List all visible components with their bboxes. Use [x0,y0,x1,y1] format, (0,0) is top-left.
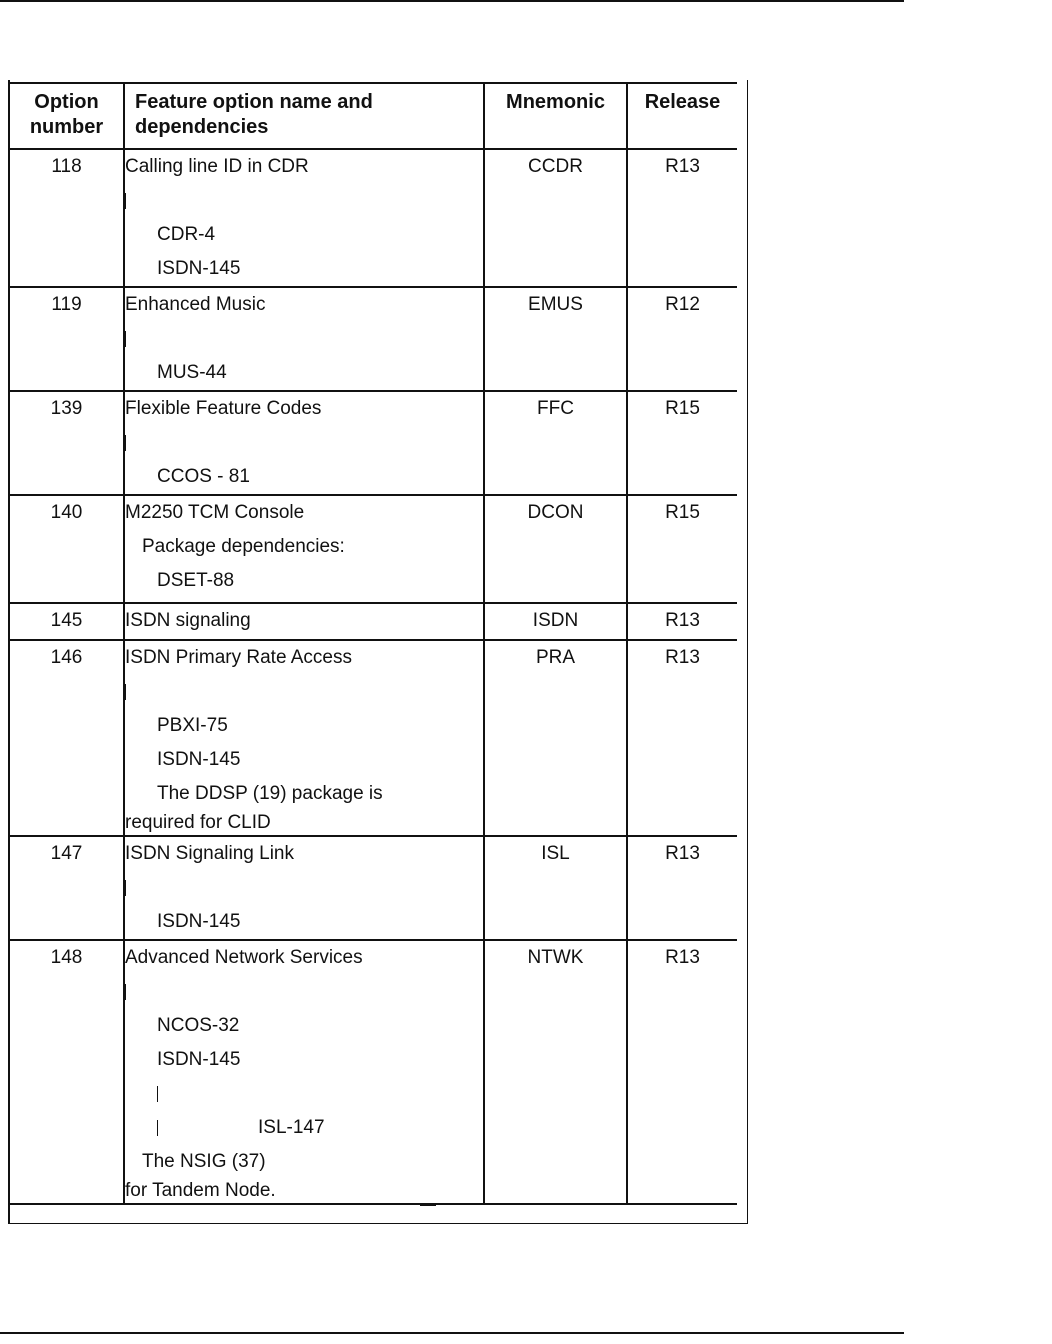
top-rule [0,0,904,2]
mnemonic: ISL [484,836,627,940]
dependency: ISDN-145 [157,258,241,279]
feature-name: Flexible Feature Codes [125,398,322,419]
dependency-label: Package dependencies: [142,536,345,557]
dependency: PBXI-75 [157,715,228,736]
release: R13 [627,603,737,640]
header-mnemonic: Mnemonic [484,83,627,149]
feature-name: M2250 TCM Console [125,502,305,523]
mnemonic: NTWK [484,940,627,1204]
table-row [10,940,737,1204]
feature-cell [124,940,484,1204]
table-row [10,603,737,640]
feature-name: Advanced Network Services [125,947,363,968]
release: R15 [627,495,737,603]
table-row [10,836,737,940]
header-feature-line-1: Feature option name and [135,91,373,113]
note-continued: for Tandem Node. [125,1180,276,1201]
mnemonic: ISDN [484,603,627,640]
mnemonic: FFC [484,391,627,495]
dependency-label [125,871,483,905]
table-row [10,640,737,836]
feature-cell [124,836,484,940]
bottom-rule [0,1332,904,1334]
mnemonic: EMUS [484,287,627,391]
mnemonic: PRA [484,640,627,836]
dependency: ISDN-145 [157,1049,241,1070]
mnemonic: CCDR [484,149,627,287]
release: R13 [627,940,737,1204]
feature-cell [124,495,484,603]
feature-name: Enhanced Music [125,294,266,315]
release: R15 [627,391,737,495]
option-number: 146 [10,640,124,836]
release: R13 [627,640,737,836]
mnemonic: DCON [484,495,627,603]
table-row [10,149,737,287]
dependency-label [125,975,483,1009]
note: The DDSP (19) package is [157,783,383,804]
dependency [125,1111,483,1145]
header-release: Release [627,83,737,149]
feature-cell [124,391,484,495]
header-option-line-1: Option [34,91,99,113]
feature-cell [124,640,484,836]
option-number: 119 [10,287,124,391]
note: The NSIG (37) [142,1151,266,1172]
option-number: 147 [10,836,124,940]
feature-cell [124,287,484,391]
header-option-number [10,83,124,149]
dependency: DSET-88 [157,570,235,591]
table-footer-row [10,1204,737,1235]
option-number: 139 [10,391,124,495]
option-number: 148 [10,940,124,1204]
release: R12 [627,287,737,391]
table-row [10,495,737,603]
dependency-label [125,675,483,709]
release: R13 [627,149,737,287]
dependency-partial [125,1077,483,1111]
feature-cell [124,603,484,640]
release: R13 [627,836,737,940]
dependency: MUS-44 [157,362,227,383]
feature-name: Calling line ID in CDR [125,156,309,177]
feature-name: ISDN signaling [125,610,251,631]
footer-dash [420,1203,436,1206]
header-option-line-2: number [29,116,104,138]
note-continued: required for CLID [125,812,271,833]
feature-cell [124,149,484,287]
header-row [10,83,737,149]
option-number: 145 [10,603,124,640]
feature-name: ISDN Signaling Link [125,843,294,864]
header-feature [124,83,484,149]
dependency: NCOS-32 [157,1015,240,1036]
dependency: ISDN-145 [157,911,241,932]
option-number: 118 [10,149,124,287]
table-row [10,391,737,495]
dependency-isl: ISL-147 [258,1117,325,1138]
feature-options-table [10,82,737,1235]
table-row [10,287,737,391]
dependency: CCOS - 81 [157,466,250,487]
dependency-label [125,322,483,356]
feature-name: ISDN Primary Rate Access [125,647,352,668]
dependency-label [125,184,483,218]
option-number: 140 [10,495,124,603]
dependency: CDR-4 [157,224,216,245]
header-feature-line-2: dependencies [135,116,269,138]
dependency: ISDN-145 [157,749,241,770]
dependency-label [125,426,483,460]
